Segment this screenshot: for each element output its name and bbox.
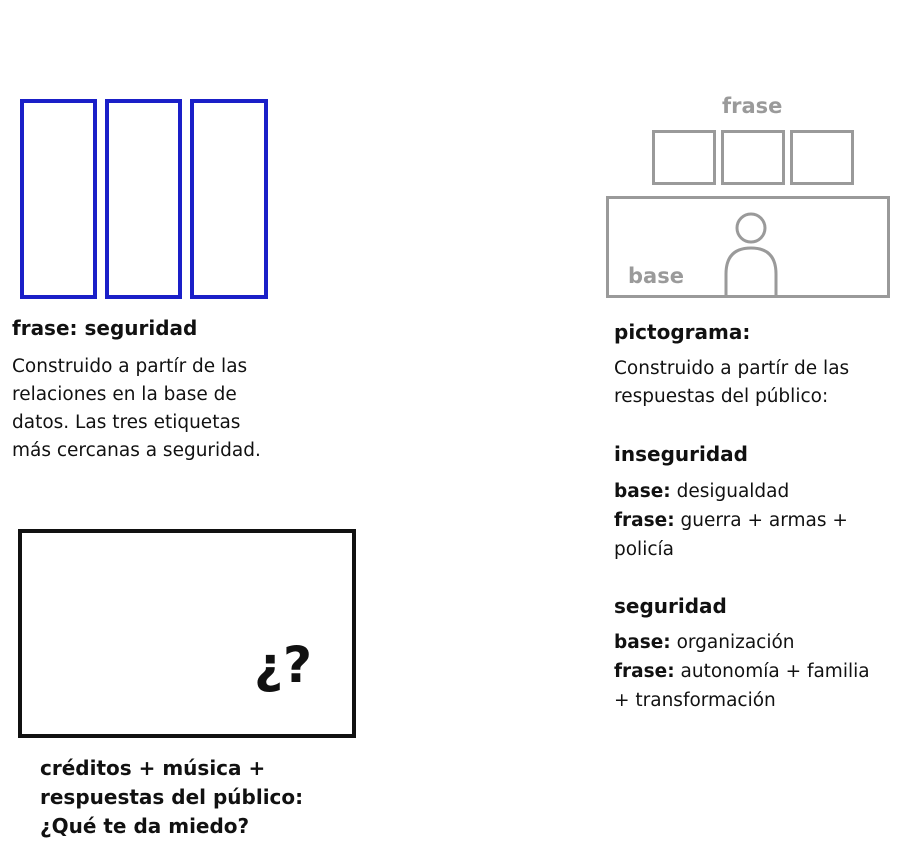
left-description-line: relaciones en la base de	[12, 384, 237, 405]
left-description	[12, 353, 261, 465]
base-value: organización	[676, 632, 795, 653]
black-frame-box	[18, 529, 356, 738]
frase-value: guerra + armas +	[680, 510, 848, 531]
person-head-circle	[737, 214, 765, 242]
group-inseguridad-body	[614, 477, 848, 564]
group-seguridad-frase-cont: + transformación	[614, 690, 776, 711]
gray-frase-box-3	[790, 130, 854, 185]
group-seguridad-body	[614, 628, 870, 715]
frase-key: frase:	[614, 510, 675, 531]
frase-value: autonomía + familia	[680, 661, 870, 682]
group-inseguridad-frase-row	[614, 506, 848, 535]
group-seguridad-frase-row	[614, 657, 870, 686]
frase-label: frase	[722, 94, 783, 118]
blue-box-3	[190, 99, 268, 299]
left-description-line: Construido a partír de las	[12, 356, 248, 377]
person-body-arch	[726, 248, 776, 296]
credits-line: respuestas del público:	[40, 785, 304, 809]
base-label: base	[628, 264, 684, 288]
base-key: base:	[614, 632, 671, 653]
frase-key: frase:	[614, 661, 675, 682]
base-key: base:	[614, 481, 671, 502]
left-heading: frase: seguridad	[12, 316, 198, 340]
group-inseguridad-frase-cont: policía	[614, 539, 674, 560]
right-description	[614, 355, 849, 411]
group-inseguridad-base-row	[614, 477, 848, 506]
group-inseguridad-title: inseguridad	[614, 442, 748, 466]
left-description-line: más cercanas a seguridad.	[12, 440, 261, 461]
credits-caption	[40, 754, 303, 841]
right-description-line: respuestas del público:	[614, 386, 829, 407]
credits-line: créditos + música +	[40, 756, 266, 780]
group-seguridad-title: seguridad	[614, 594, 727, 618]
gray-frase-box-2	[721, 130, 785, 185]
blue-box-2	[105, 99, 182, 299]
group-seguridad-base-row	[614, 628, 870, 657]
left-description-line: datos. Las tres etiquetas	[12, 412, 241, 433]
person-icon	[720, 212, 782, 298]
right-description-line: Construido a partír de las	[614, 358, 850, 379]
question-mark: ¿?	[254, 636, 313, 694]
blue-box-1	[20, 99, 97, 299]
credits-line: ¿Qué te da miedo?	[40, 814, 250, 838]
base-value: desigualdad	[676, 481, 790, 502]
gray-frase-box-1	[652, 130, 716, 185]
right-heading: pictograma:	[614, 320, 751, 344]
